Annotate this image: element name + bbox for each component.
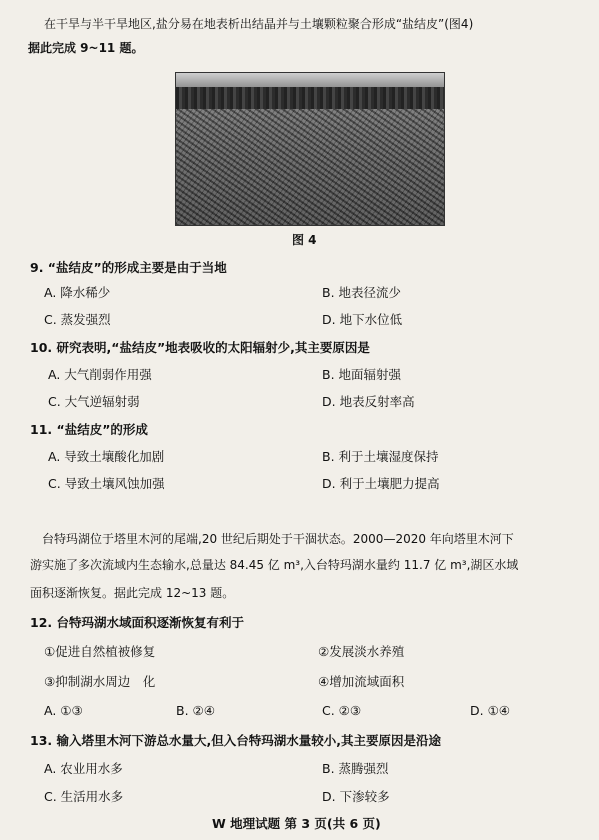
q10-option-c[interactable]: C. 大气逆辐射弱 — [48, 394, 140, 409]
q13-option-d[interactable]: D. 下渗较多 — [322, 789, 390, 804]
intro-line-2: 据此完成 9~11 题。 — [28, 41, 144, 55]
passage2-line-2: 游实施了多次流域内生态输水,总量达 84.45 亿 m³,入台特玛湖水量约 11.7 亿 m³,湖区水域 — [30, 558, 519, 572]
q10-option-d[interactable]: D. 地表反射率高 — [322, 394, 415, 409]
q10-stem: 10. 研究表明,“盐结皮”地表吸收的太阳辐射少,其主要原因是 — [30, 340, 370, 355]
q9-option-a[interactable]: A. 降水稀少 — [44, 285, 111, 300]
q13-option-b[interactable]: B. 蒸腾强烈 — [322, 761, 389, 776]
q13-option-c[interactable]: C. 生活用水多 — [44, 789, 124, 804]
salt-crust-photo — [175, 72, 445, 226]
q12-item-2: ②发展淡水养殖 — [318, 644, 405, 659]
figure-caption: 图 4 — [292, 233, 317, 247]
q13-option-a[interactable]: A. 农业用水多 — [44, 761, 123, 776]
q10-option-b[interactable]: B. 地面辐射强 — [322, 367, 402, 382]
q10-option-a[interactable]: A. 大气削弱作用强 — [48, 367, 152, 382]
intro-line-1: 在干旱与半干旱地区,盐分易在地表析出结晶并与土壤颗粒聚合形成“盐结皮”(图4) — [44, 17, 474, 31]
passage2-line-1: 台特玛湖位于塔里木河的尾端,20 世纪后期处于干涸状态。2000—2020 年向塔里木河下 — [42, 532, 514, 546]
q9-option-c[interactable]: C. 蒸发强烈 — [44, 312, 111, 327]
q11-stem: 11. “盐结皮”的形成 — [30, 422, 148, 437]
photo-shrubs — [176, 87, 444, 109]
q12-option-b[interactable]: B. ②④ — [176, 703, 215, 718]
q12-stem: 12. 台特玛湖水域面积逐渐恢复有利于 — [30, 615, 244, 630]
q12-item-3: ③抑制湖水周边 化 — [44, 674, 156, 689]
q11-option-b[interactable]: B. 利于土壤湿度保持 — [322, 449, 439, 464]
q9-stem: 9. “盐结皮”的形成主要是由于当地 — [30, 260, 227, 275]
q11-option-a[interactable]: A. 导致土壤酸化加剧 — [48, 449, 165, 464]
q12-item-4: ④增加流域面积 — [318, 674, 405, 689]
q11-option-c[interactable]: C. 导致土壤风蚀加强 — [48, 476, 165, 491]
q12-option-d[interactable]: D. ①④ — [470, 703, 510, 718]
passage2-line-3: 面积逐渐恢复。据此完成 12~13 题。 — [30, 586, 235, 600]
q11-option-d[interactable]: D. 利于土壤肥力提高 — [322, 476, 440, 491]
q9-option-d[interactable]: D. 地下水位低 — [322, 312, 403, 327]
q12-item-1: ①促进自然植被修复 — [44, 644, 156, 659]
q13-stem: 13. 输入塔里木河下游总水量大,但入台特玛湖水量较小,其主要原因是沿途 — [30, 733, 441, 748]
q12-option-a[interactable]: A. ①③ — [44, 703, 83, 718]
page-footer: W 地理试题 第 3 页(共 6 页) — [212, 816, 381, 831]
q12-option-c[interactable]: C. ②③ — [322, 703, 362, 718]
q9-option-b[interactable]: B. 地表径流少 — [322, 285, 402, 300]
